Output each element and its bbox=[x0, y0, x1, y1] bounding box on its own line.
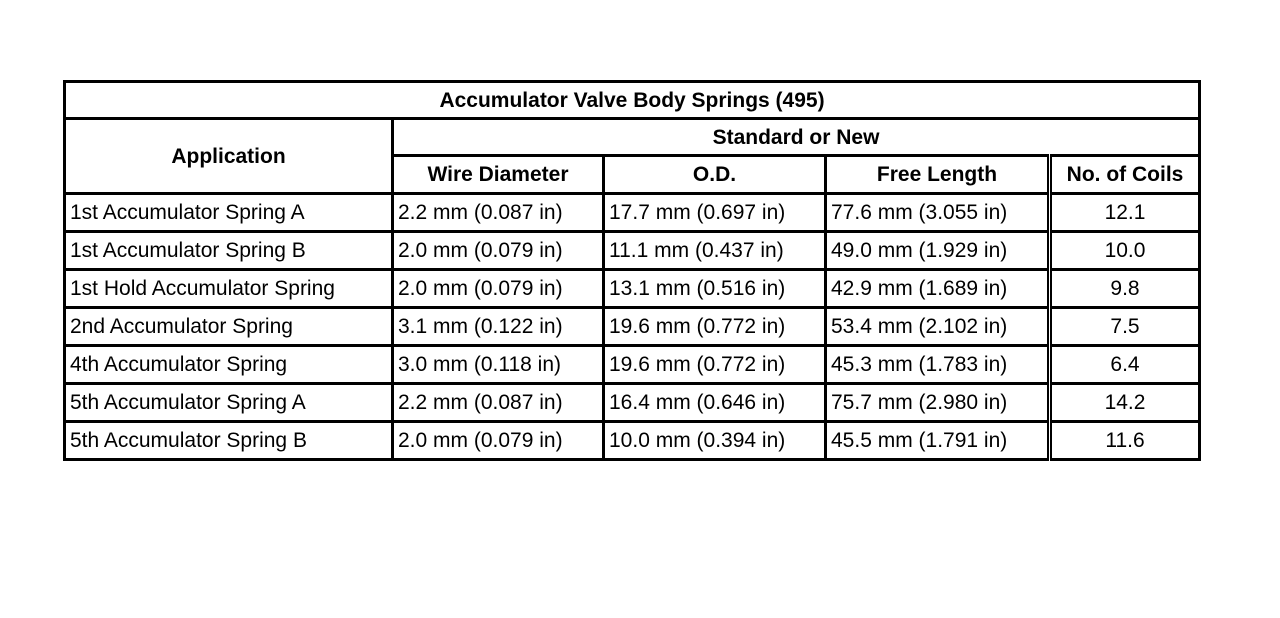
free-length-cell: 75.7 mm (2.980 in) bbox=[826, 384, 1050, 422]
od-cell: 17.7 mm (0.697 in) bbox=[604, 194, 826, 232]
coils-cell: 12.1 bbox=[1050, 194, 1200, 232]
wire-diameter-cell: 3.0 mm (0.118 in) bbox=[393, 346, 604, 384]
coils-cell: 6.4 bbox=[1050, 346, 1200, 384]
od-cell: 13.1 mm (0.516 in) bbox=[604, 270, 826, 308]
wire-diameter-cell: 2.0 mm (0.079 in) bbox=[393, 270, 604, 308]
application-cell: 5th Accumulator Spring B bbox=[65, 422, 393, 460]
wire-diameter-cell: 2.0 mm (0.079 in) bbox=[393, 232, 604, 270]
od-cell: 16.4 mm (0.646 in) bbox=[604, 384, 826, 422]
coils-cell: 7.5 bbox=[1050, 308, 1200, 346]
application-cell: 5th Accumulator Spring A bbox=[65, 384, 393, 422]
od-cell: 11.1 mm (0.437 in) bbox=[604, 232, 826, 270]
free-length-cell: 42.9 mm (1.689 in) bbox=[826, 270, 1050, 308]
group-header-row bbox=[65, 119, 1200, 156]
application-cell: 1st Accumulator Spring A bbox=[65, 194, 393, 232]
od-cell: 19.6 mm (0.772 in) bbox=[604, 308, 826, 346]
table-title: Accumulator Valve Body Springs (495) bbox=[65, 82, 1200, 119]
table-row bbox=[65, 422, 1200, 460]
table-row bbox=[65, 194, 1200, 232]
column-header-od: O.D. bbox=[604, 156, 826, 194]
group-header: Standard or New bbox=[393, 119, 1200, 156]
table-row bbox=[65, 346, 1200, 384]
free-length-cell: 77.6 mm (3.055 in) bbox=[826, 194, 1050, 232]
application-cell: 2nd Accumulator Spring bbox=[65, 308, 393, 346]
application-cell: 1st Accumulator Spring B bbox=[65, 232, 393, 270]
wire-diameter-cell: 3.1 mm (0.122 in) bbox=[393, 308, 604, 346]
coils-cell: 9.8 bbox=[1050, 270, 1200, 308]
application-header: Application bbox=[65, 119, 393, 194]
wire-diameter-cell: 2.2 mm (0.087 in) bbox=[393, 384, 604, 422]
free-length-cell: 53.4 mm (2.102 in) bbox=[826, 308, 1050, 346]
free-length-cell: 49.0 mm (1.929 in) bbox=[826, 232, 1050, 270]
title-row bbox=[65, 82, 1200, 119]
column-header-coils: No. of Coils bbox=[1050, 156, 1200, 194]
spring-spec-table bbox=[63, 80, 1201, 461]
coils-cell: 11.6 bbox=[1050, 422, 1200, 460]
od-cell: 10.0 mm (0.394 in) bbox=[604, 422, 826, 460]
table-row bbox=[65, 270, 1200, 308]
application-cell: 1st Hold Accumulator Spring bbox=[65, 270, 393, 308]
column-header-free-length: Free Length bbox=[826, 156, 1050, 194]
wire-diameter-cell: 2.2 mm (0.087 in) bbox=[393, 194, 604, 232]
column-header-wire-diameter: Wire Diameter bbox=[393, 156, 604, 194]
application-cell: 4th Accumulator Spring bbox=[65, 346, 393, 384]
free-length-cell: 45.3 mm (1.783 in) bbox=[826, 346, 1050, 384]
coils-cell: 10.0 bbox=[1050, 232, 1200, 270]
wire-diameter-cell: 2.0 mm (0.079 in) bbox=[393, 422, 604, 460]
table-row bbox=[65, 232, 1200, 270]
od-cell: 19.6 mm (0.772 in) bbox=[604, 346, 826, 384]
table-row bbox=[65, 308, 1200, 346]
coils-cell: 14.2 bbox=[1050, 384, 1200, 422]
table-row bbox=[65, 384, 1200, 422]
free-length-cell: 45.5 mm (1.791 in) bbox=[826, 422, 1050, 460]
